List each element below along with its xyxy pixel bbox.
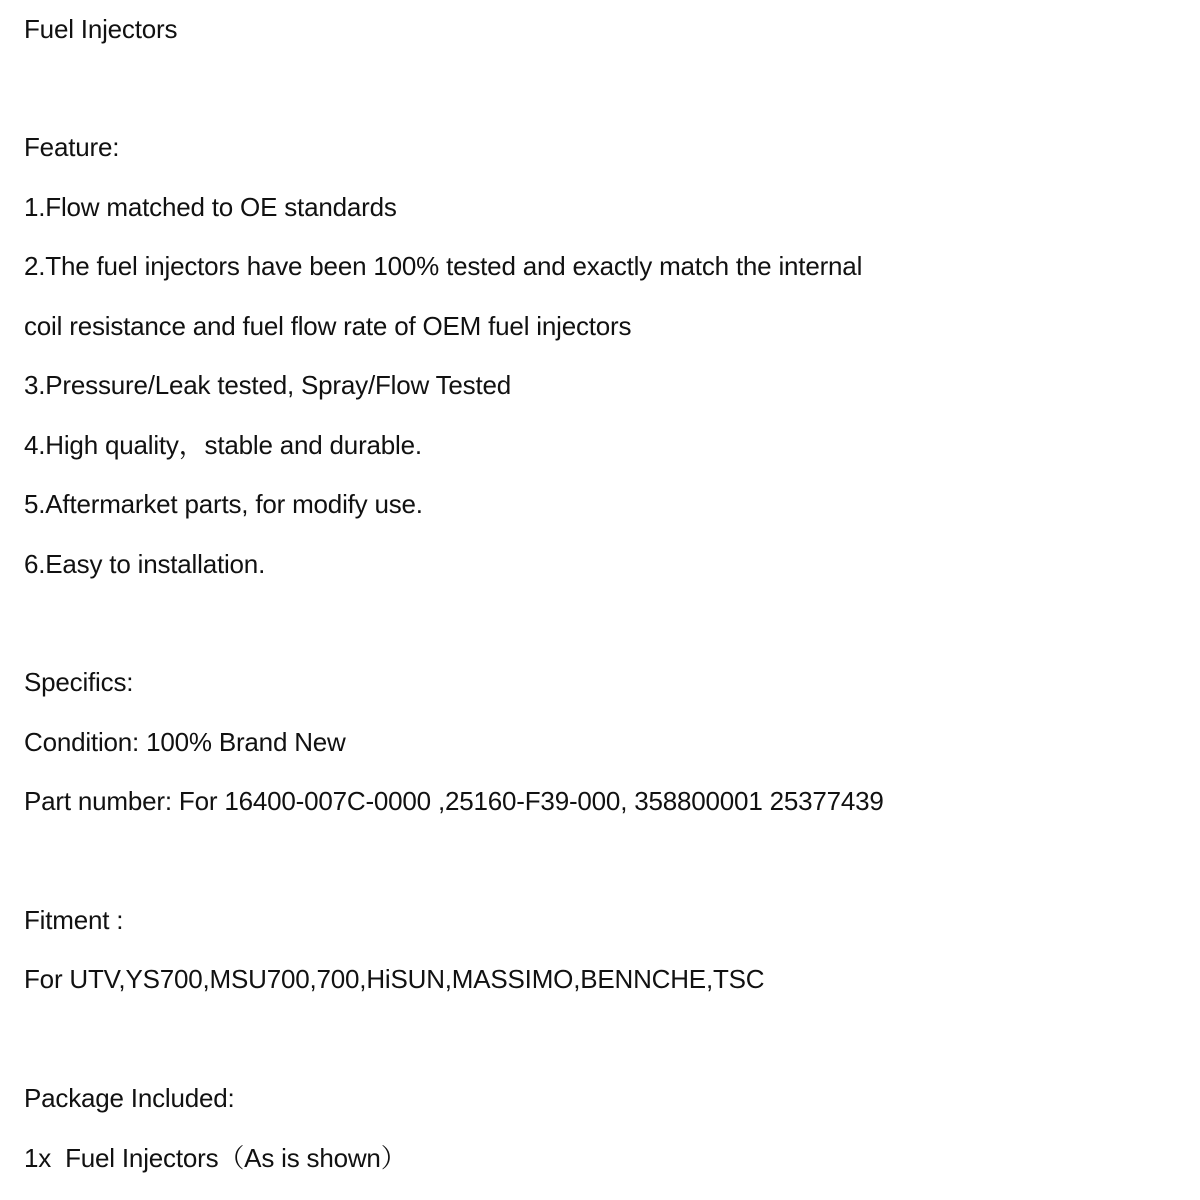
document-title: Fuel Injectors	[24, 14, 178, 44]
fitment-heading: Fitment :	[24, 905, 124, 935]
part-number-text: Part number: For 16400-007C-0000 ,25160-F39-000, 358800001 25377439	[24, 786, 884, 816]
package-heading: Package Included:	[24, 1083, 235, 1113]
fitment-text: For UTV,YS700,MSU700,700,HiSUN,MASSIMO,BENNCHE,TSC	[24, 964, 765, 994]
feature-item: 1.Flow matched to OE standards	[24, 192, 397, 222]
feature-heading: Feature:	[24, 132, 120, 162]
feature-item: 4.High quality，stable and durable.	[24, 430, 422, 460]
feature-item: 2.The fuel injectors have been 100% tested and exactly match the internal	[24, 251, 863, 281]
feature-item: 5.Aftermarket parts, for modify use.	[24, 489, 423, 519]
feature-item-continuation: coil resistance and fuel flow rate of OEM fuel injectors	[24, 311, 632, 341]
condition-text: Condition: 100% Brand New	[24, 727, 346, 757]
package-text: 1x Fuel Injectors（As is shown）	[24, 1143, 407, 1173]
feature-item: 3.Pressure/Leak tested, Spray/Flow Tested	[24, 370, 512, 400]
feature-item: 6.Easy to installation.	[24, 549, 266, 579]
specifics-heading: Specifics:	[24, 667, 134, 697]
